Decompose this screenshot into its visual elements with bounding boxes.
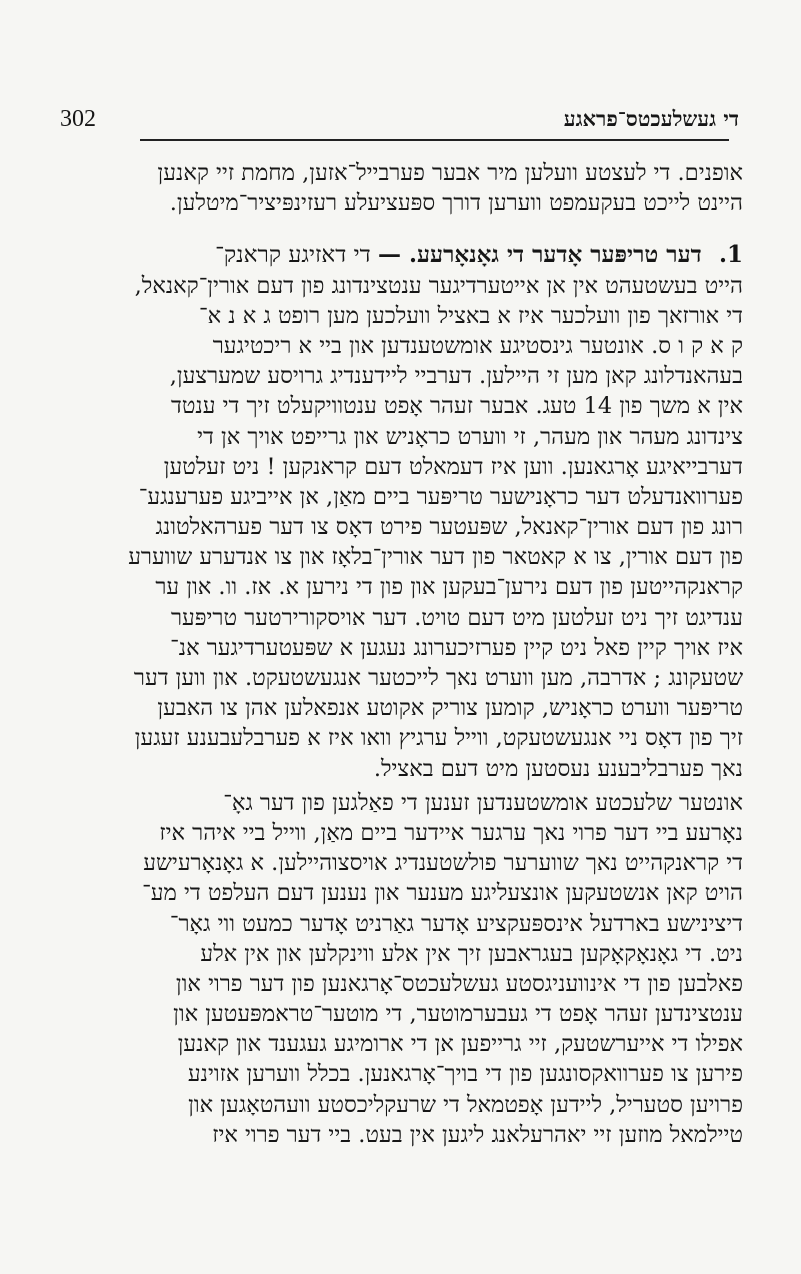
text-line: פרויען סטעריל, ליידען אָפטמאל די שרעקליכסטע וועהטאָגען און [188,1091,743,1118]
second-paragraph [58,788,743,1150]
text-line: ענדיגט זיך ניט זעלטען מיט דעם טויט. דער אויסקורירטער טריפּער [170,604,743,631]
text-line: הויט קאן אנשטעקען אונצעליגע מענער און נענען דעם העלפט די מע־ [142,880,743,907]
text-line: אפילו די אייערשטעק, זיי גרייפען אן די ארומיגע געגענד און קאנען [177,1031,743,1058]
text-line: זיך פון דאָס ניי אנגעשטעקט, ווייל ערגיץ וואו איז א פערבלעבענע זעגען [134,725,743,752]
text-line: טיילמאל מוזען זיי יאהרעלאנג ליגען אין בעט. ביי דער פרוי איז [212,1121,743,1148]
header-rule [140,139,729,141]
text-line: פאלבען פון די אינוועניגסטע געשלעכטס־אָרגאנען פון דער פרוי און [175,970,743,997]
section-heading [58,240,743,270]
page-number: 302 [60,105,96,132]
section-number: 1. [718,241,743,269]
text-line: פערוואנדעלט דער כראָנישער טריפּער ביים מאַן, אן אייביגע פערענגע־ [138,483,743,510]
text-line: נאך פערבליבענע נעסטען מיט דעם באציל. [373,755,743,782]
text-line: פירען צו פערוואקסונגען פון די בויך־אָרגאנען. בכלל ווערען אזוינע [187,1061,743,1088]
body-text [58,158,743,1150]
text-line: ק א ק ו ס. אונטער גינסטיגע אומשטענדען און ביי א ריכטיגער [212,332,743,359]
text-line: צינדונג מעהר און מעהר, זי ווערט כראָניש און גרייפט אויך אן די [197,423,743,450]
running-title: די געשלעכטס־פראגע [563,106,739,131]
text-line: בעהאנדלונג קאן מען זי היילען. דערביי ליידענדיג גרויסע שמערצען, [169,363,743,390]
text-line: אופנים. די לעצטע וועלען מיר אבער פערבייל־אזען, מחמת זיי קאנען [157,160,743,186]
section-heading-rest: די דאזיגע קראנק־ [215,242,371,269]
text-line: קראנקהייטען פון דעם נירען־בעקען און פון די נירען א. אז. וו. און ער [155,574,743,601]
page-header [60,100,739,138]
text-line: דיצינישע בארדעל אינספּעקציע אָדער גאַרניט אָדער כמעט ווי גאָר־ [169,910,743,937]
text-line: די קראנקהייט נאך שווערער פולשטענדיג אויסצוהיילען. א גאָנאָרעישע [143,850,743,877]
text-line: היינט לייכט בעקעמפט ווערען דורך ספּעציעלע רעזינפּיציר־מיטלען. [169,190,743,217]
text-line: אונטער שלעכטע אומשטענדען זענען די פאַלגען פון דער גאָ־ [223,789,743,816]
text-line: די אורזאך פון וועלכער איז א באציל וועלכען מען רופט ג א נ א־ [199,302,743,329]
section-title: דער טריפּער אָדער די גאָנאָרעע. — [378,241,702,269]
text-line: איז אויך קיין פאל ניט קיין פערזיכערונג נעגען א שפּעטערדיגער אנ־ [170,634,743,661]
text-line: דערבייאיגע אָרגאנען. ווען איז דעמאלט דעם קראנקען ! ניט זעלטען [163,453,743,480]
section-paragraph [58,271,743,784]
text-line: נאָרעע ביי דער פרוי נאך ערגער איידער ביים מאַן, ווייל ביי איהר איז [159,819,743,846]
text-line: ניט. די גאָנאָקאָקען בעגראבען זיך אין אלע ווינקלען און אין אלע [200,940,743,967]
text-line: רונג פון דעם אורין־קאנאל, שפּעטער פירט דאָס צו דער פערהאלטונג [155,514,743,541]
text-line: ענטצינדען זעהר אָפט די געבערמוטער, די מוטער־טראמפּעטען און [173,1001,743,1028]
text-line: טריפּער ווערט כראָניש, קומען צוריק אקוטע אנפאלען אהן צו האבען [157,695,743,722]
text-line: אין א משך פון 14 טעג. אבער זעהר אָפט ענטוויקעלט זיך די ענטד [171,393,743,420]
text-line: הייט בעשטעהט אין אן אייטערדיגער ענטצינדונג פון דעם אורין־קאנאל, [134,272,743,299]
intro-paragraph [58,158,743,218]
text-line: שטעקונג ; אדרבה, מען ווערט נאך לייכטער אנגעשטעקט. און ווען דער [133,665,743,691]
text-line: פון דעם אורין, צו א קאטאר פון דער אורין־בלאָז און צו אנדערע שווערע [128,544,743,571]
